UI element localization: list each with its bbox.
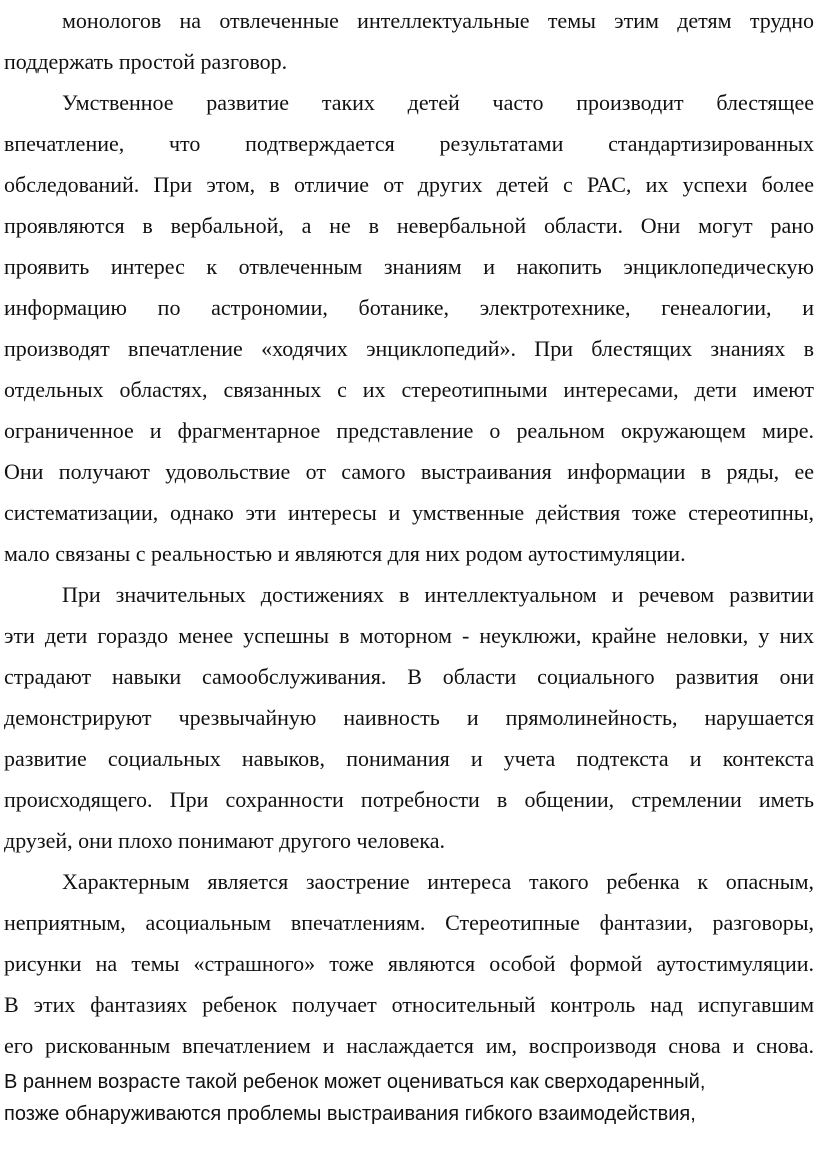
text-line: Умственное развитие таких детей часто производит блестящее xyxy=(62,90,814,115)
paragraph-early-age xyxy=(4,1066,784,1130)
text-line: отдельных областях, связанных с их стереотипными интересами, дети имеют xyxy=(4,377,814,402)
text-line: развитие социальных навыков, понимания и учета подтекста и контекста xyxy=(4,746,814,771)
text-line: мало связаны с реальностью и являются для них родом аутостимуляции. xyxy=(4,541,686,566)
text-line: производят впечатление «ходячих энциклопедий». При блестящих знаниях в xyxy=(4,336,814,361)
text-line: При значительных достижениях в интеллектуальном и речевом развитии xyxy=(62,582,814,607)
document-body xyxy=(4,0,814,1066)
text-line: его рискованным впечатлением и наслаждается им, воспроизводя снова и снова. xyxy=(4,1033,814,1058)
text-line: проявить интерес к отвлеченным знаниям и накопить энциклопедическую xyxy=(4,254,814,279)
text-line: эти дети гораздо менее успешны в моторном - неуклюжи, крайне неловки, у них xyxy=(4,623,814,648)
text-line: друзей, они плохо понимают другого человека. xyxy=(4,828,445,853)
paragraph-motor-social-development xyxy=(4,574,814,861)
text-line: демонстрируют чрезвычайную наивность и прямолинейность, нарушается xyxy=(4,705,814,730)
text-line: впечатление, что подтверждается результатами стандартизированных xyxy=(4,131,814,156)
text-line: систематизации, однако эти интересы и умственные действия тоже стереотипны, xyxy=(4,500,814,525)
text-line: монологов на отвлеченные интеллектуальные темы этим детям трудно xyxy=(62,8,814,33)
text-line: Характерным является заострение интереса такого ребенка к опасным, xyxy=(62,869,814,894)
text-line: В раннем возрасте такой ребенок может оцениваться как сверходаренный, xyxy=(4,1071,706,1093)
text-line: позже обнаруживаются проблемы выстраивания гибкого взаимодействия, xyxy=(4,1103,696,1125)
text-line: ограниченное и фрагментарное представление о реальном окружающем мире. xyxy=(4,418,814,443)
top-fragment-paragraph xyxy=(4,0,814,82)
text-line: обследований. При этом, в отличие от других детей с РАС, их успехи более xyxy=(4,172,814,197)
text-line: поддержать простой разговор. xyxy=(4,49,288,74)
text-line: происходящего. При сохранности потребности в общении, стремлении иметь xyxy=(4,787,814,812)
text-line: Они получают удовольствие от самого выстраивания информации в ряды, ее xyxy=(4,459,814,484)
text-line: рисунки на темы «страшного» тоже являются особой формой аутостимуляции. xyxy=(4,951,814,976)
text-line: В этих фантазиях ребенок получает относительный контроль над испугавшим xyxy=(4,992,814,1017)
text-line: неприятным, асоциальным впечатлениям. Стереотипные фантазии, разговоры, xyxy=(4,910,814,935)
text-line: проявляются в вербальной, а не в невербальной области. Они могут рано xyxy=(4,213,814,238)
text-line: страдают навыки самообслуживания. В области социального развития они xyxy=(4,664,814,689)
text-line: информацию по астрономии, ботанике, электротехнике, генеалогии, и xyxy=(4,295,814,320)
paragraph-dangerous-interests xyxy=(4,861,814,1066)
paragraph-mental-development xyxy=(4,82,814,574)
